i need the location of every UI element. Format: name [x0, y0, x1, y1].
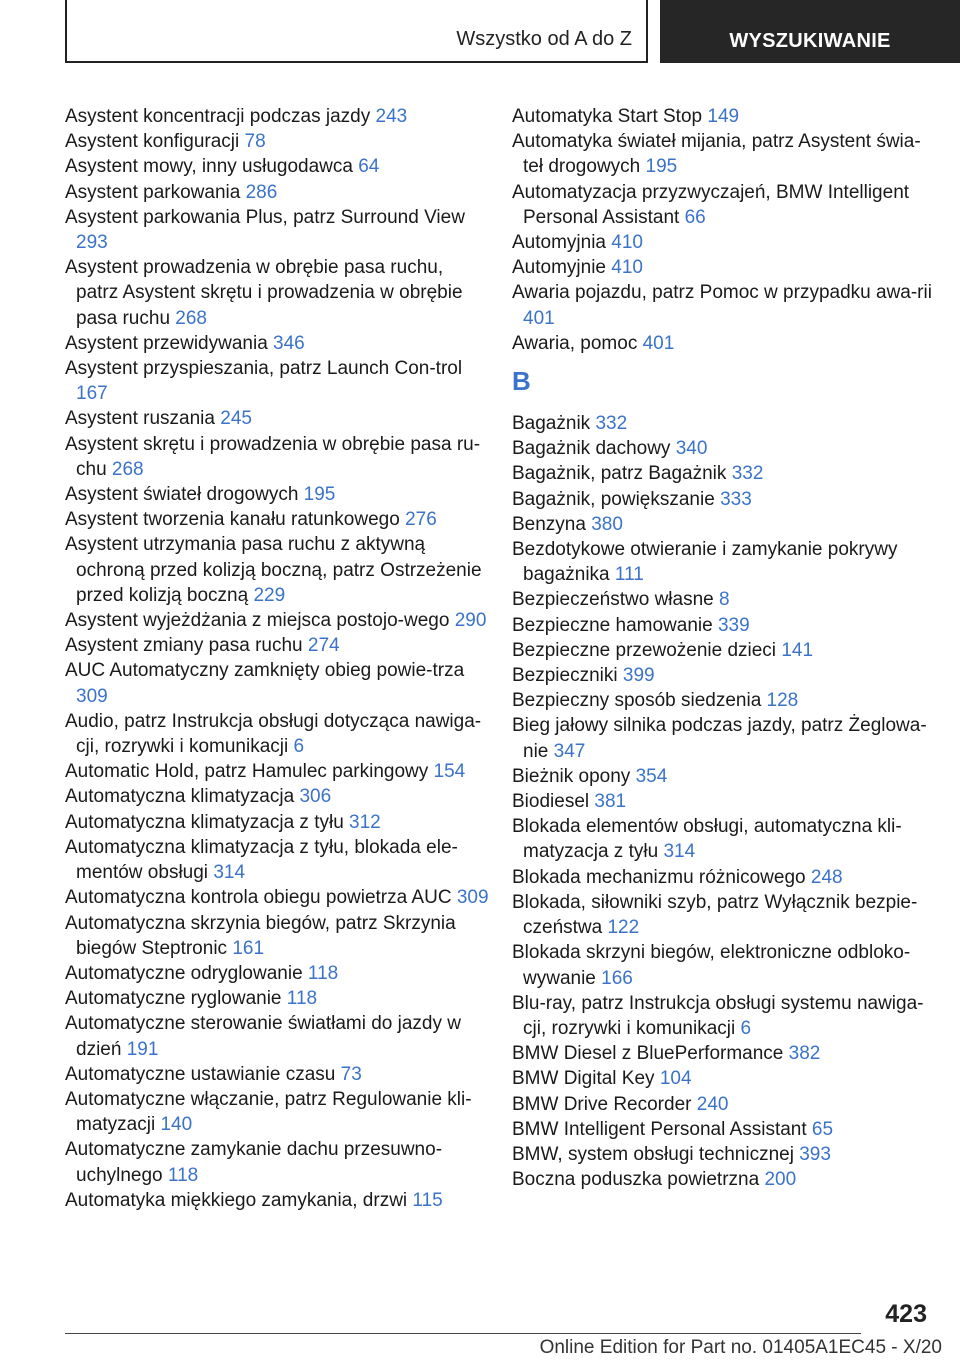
footer-edition: Online Edition for Part no. 01405A1EC45 - X/20	[539, 1337, 942, 1358]
entry-text: Automatyka miękkiego zamykania, drzwi	[65, 1189, 408, 1211]
index-entry	[512, 789, 937, 814]
page-link[interactable]: 118	[307, 962, 339, 984]
page-link[interactable]: 380	[591, 513, 623, 535]
entry-text: BMW Digital Key	[512, 1068, 655, 1090]
page-link[interactable]: 118	[286, 988, 318, 1010]
index-entry	[512, 764, 937, 789]
index-entry	[65, 784, 490, 809]
entry-text: Blokada skrzyni biegów, elektroniczne odbloko-wywanie	[512, 942, 911, 989]
page-link[interactable]: 401	[642, 332, 675, 354]
entry-text: Asystent utrzymania pasa ruchu z aktywną ochroną przed kolizją boczną, patrz Ostrzeżenie przed kolizją boczną	[65, 534, 482, 606]
entry-text: Biodiesel	[512, 791, 590, 813]
index-entry	[512, 461, 937, 486]
index-entry	[512, 587, 937, 612]
page-link[interactable]: 195	[303, 484, 336, 506]
entry-text: Automatyczne zamykanie dachu przesuwno-uchylnego	[65, 1139, 443, 1186]
index-entry	[512, 411, 937, 436]
page-link[interactable]: 8	[719, 589, 730, 611]
page-link[interactable]: 78	[244, 131, 266, 153]
entry-text: Asystent przyspieszania, patrz Launch Con-trol	[65, 358, 463, 380]
entry-text: Asystent mowy, inny usługodawca	[65, 156, 353, 178]
page-link[interactable]: 128	[766, 690, 799, 712]
page-link[interactable]: 293	[76, 232, 108, 254]
index-entry	[512, 865, 937, 890]
footer-divider	[65, 1333, 861, 1334]
index-entry	[512, 512, 937, 537]
page-link[interactable]: 195	[645, 156, 678, 178]
entry-text: Automatyka świateł mijania, patrz Asystent świa-teł drogowych	[512, 131, 921, 178]
index-entry	[65, 406, 490, 431]
entry-text: Bezpieczne przewożenie dzieci	[512, 639, 777, 661]
index-entry	[512, 537, 937, 587]
page-link[interactable]: 191	[126, 1038, 159, 1060]
page-link[interactable]: 314	[663, 841, 696, 863]
index-entry	[512, 1142, 937, 1167]
index-entry	[65, 1087, 490, 1137]
index-entry	[65, 180, 490, 205]
index-column-left	[65, 104, 490, 1213]
entry-text: Automyjnie	[512, 257, 606, 279]
page-number: 423	[885, 1300, 927, 1328]
index-entry	[512, 280, 937, 330]
entry-text: Asystent świateł drogowych	[65, 484, 299, 506]
page-link[interactable]: 154	[433, 761, 466, 783]
index-entry	[512, 1167, 937, 1192]
index-entry	[512, 713, 937, 763]
entry-text: BMW Intelligent Personal Assistant	[512, 1118, 807, 1140]
entry-text: Automatyczna klimatyzacja z tyłu	[65, 811, 344, 833]
index-entry	[65, 205, 490, 255]
entry-text: Bezpieczne hamowanie	[512, 614, 713, 636]
page-link[interactable]: 6	[293, 736, 305, 758]
index-entry	[65, 608, 490, 633]
entry-text: Automatyczna skrzynia biegów, patrz Skrzynia biegów Steptronic	[65, 912, 456, 959]
page-link[interactable]: 64	[358, 156, 380, 178]
index-entry	[65, 1011, 490, 1061]
entry-text: Bieżnik opony	[512, 765, 631, 787]
entry-text: Audio, patrz Instrukcja obsługi dotycząca nawiga-cji, rozrywki i komunikacji	[65, 710, 482, 758]
index-entry	[65, 482, 490, 507]
index-entry	[65, 129, 490, 154]
page-link[interactable]: 141	[781, 639, 814, 661]
index-entry	[512, 991, 937, 1041]
index-entry	[65, 331, 490, 356]
index-entry	[65, 356, 490, 406]
page-link[interactable]: 410	[611, 232, 643, 254]
page-link[interactable]: 140	[160, 1114, 193, 1136]
entry-text: Automatyczna kontrola obiegu powietrza AUC	[65, 887, 452, 909]
index-entry	[65, 885, 490, 910]
index-entry	[512, 688, 937, 713]
entry-text: Awaria, pomoc	[512, 332, 638, 354]
entries-left	[65, 104, 490, 1213]
index-entry	[65, 255, 490, 331]
entry-text: Asystent wyjeżdżania z miejsca postojo-wego	[65, 610, 450, 632]
entry-text: Automatic Hold, patrz Hamulec parkingowy	[65, 761, 429, 783]
page-link[interactable]: 268	[175, 307, 207, 329]
page-link[interactable]: 276	[405, 509, 437, 531]
index-entry	[512, 814, 937, 864]
page-link[interactable]: 104	[659, 1068, 692, 1090]
page-link[interactable]: 286	[245, 181, 278, 203]
page-link[interactable]: 200	[764, 1169, 797, 1191]
page-link[interactable]: 332	[595, 413, 628, 435]
entry-text: Bagażnik, powiększanie	[512, 488, 715, 510]
page-link[interactable]: 111	[614, 564, 644, 586]
index-entry	[512, 180, 937, 230]
entry-text: Blokada elementów obsługi, automatyczna kli-matyzacja z tyłu	[512, 816, 902, 863]
entry-text: Asystent koncentracji podczas jazdy	[65, 106, 371, 127]
index-entry	[65, 810, 490, 835]
page-link[interactable]: 65	[811, 1118, 834, 1140]
entry-text: Automyjnia	[512, 232, 606, 254]
page-link[interactable]: 354	[635, 765, 668, 787]
entry-text: Blu-ray, patrz Instrukcja obsługi systemu nawiga-cji, rozrywki i komunikacji	[512, 992, 924, 1039]
index-entry	[65, 633, 490, 658]
index-entry	[512, 104, 937, 129]
page-link[interactable]: 340	[675, 438, 708, 460]
entry-text: Blokada, siłowniki szyb, patrz Wyłącznik bezpie-czeństwa	[512, 891, 918, 939]
entry-text: Automatyczna klimatyzacja z tyłu, blokada ele-mentów obsługi	[65, 836, 458, 884]
entry-text: Asystent przewidywania	[65, 332, 268, 354]
page-link[interactable]: 229	[253, 584, 286, 606]
entry-text: Blokada mechanizmu różnicowego	[512, 866, 806, 888]
entry-text: Bezdotykowe otwieranie i zamykanie pokrywy bagażnika	[512, 539, 898, 586]
page-link[interactable]: 333	[720, 488, 752, 510]
index-entry	[512, 1066, 937, 1091]
page-link[interactable]: 73	[340, 1063, 362, 1085]
entries-right-a	[512, 104, 937, 356]
entry-text: Asystent prowadzenia w obrębie pasa ruchu, patrz Asystent skrętu i prowadzenia w obrębie pasa ruchu	[65, 257, 463, 329]
index-entry	[512, 1041, 937, 1066]
index-entry	[512, 230, 937, 255]
entry-text: Asystent skrętu i prowadzenia w obrębie pasa ru-chu	[65, 433, 481, 480]
page-link[interactable]: 309	[76, 685, 108, 707]
entry-text: BMW Diesel z BluePerformance	[512, 1043, 784, 1065]
index-entry	[65, 104, 490, 129]
index-entry	[65, 507, 490, 532]
page-link[interactable]: 347	[553, 740, 586, 762]
entry-text: Bezpieczny sposób siedzenia	[512, 690, 762, 712]
page-link[interactable]: 309	[456, 887, 489, 909]
page-link[interactable]: 314	[213, 862, 246, 884]
index-entry	[65, 1137, 490, 1187]
entry-text: BMW, system obsługi technicznej	[512, 1143, 794, 1165]
page-link[interactable]: 290	[454, 610, 487, 632]
index-entry	[65, 432, 490, 482]
index-entry	[65, 961, 490, 986]
page-link[interactable]: 240	[696, 1093, 729, 1115]
page-link[interactable]: 306	[299, 786, 332, 808]
page-link[interactable]: 346	[273, 332, 305, 354]
page-link[interactable]: 66	[684, 206, 706, 228]
page-link[interactable]: 332	[731, 463, 764, 485]
page-link[interactable]: 6	[740, 1017, 752, 1039]
index-entry	[512, 663, 937, 688]
entry-text: Asystent ruszania	[65, 408, 215, 430]
page-link[interactable]: 401	[523, 307, 555, 329]
entry-text: Bagażnik dachowy	[512, 438, 671, 460]
entry-text: Automatyczne włączanie, patrz Regulowanie kli-matyzacji	[65, 1088, 472, 1136]
breadcrumb[interactable]: Wszystko od A do Z	[456, 28, 632, 50]
entry-text: Boczna poduszka powietrzna	[512, 1169, 760, 1191]
page-link[interactable]: 268	[111, 458, 144, 480]
page-link[interactable]: 161	[232, 937, 265, 959]
entry-text: Automatyczne odryglowanie	[65, 962, 303, 984]
index-column-right	[512, 104, 937, 1192]
page-link[interactable]: 399	[622, 665, 655, 687]
page-link[interactable]: 149	[707, 106, 740, 127]
header-breadcrumb-box	[65, 0, 648, 63]
entry-text: Automatyczne sterowanie światłami do jazdy w dzień	[65, 1013, 462, 1060]
page-link[interactable]: 243	[375, 106, 408, 127]
entry-text: Automatyczne ustawianie czasu	[65, 1063, 336, 1085]
page-link[interactable]: 312	[349, 811, 381, 833]
entry-text: Automatyczne ryglowanie	[65, 988, 282, 1010]
page-link[interactable]: 339	[717, 614, 750, 636]
index-entry	[65, 1062, 490, 1087]
page-link[interactable]: 248	[810, 866, 843, 888]
index-entry	[65, 658, 490, 708]
index-entry	[512, 436, 937, 461]
index-entry	[65, 911, 490, 961]
tab-search-label: WYSZUKIWANIE	[729, 30, 891, 52]
entry-text: Bagażnik, patrz Bagażnik	[512, 463, 727, 485]
entry-text: AUC Automatyczny zamknięty obieg powie-trza	[65, 660, 465, 682]
page-link[interactable]: 122	[607, 917, 640, 939]
index-entry	[512, 1092, 937, 1117]
page-link[interactable]: 167	[76, 383, 108, 405]
index-entry	[512, 129, 937, 179]
page-link[interactable]: 245	[220, 408, 252, 430]
index-entry	[512, 1117, 937, 1142]
index-entry	[65, 835, 490, 885]
index-entry	[512, 890, 937, 940]
page-link[interactable]: 166	[601, 967, 633, 989]
entry-text: Asystent tworzenia kanału ratunkowego	[65, 509, 400, 531]
page-link[interactable]: 382	[788, 1043, 821, 1065]
entry-text: Automatyczna klimatyzacja	[65, 786, 295, 808]
entry-text: Asystent parkowania Plus, patrz Surround View	[65, 206, 465, 228]
entry-text: Automatyka Start Stop	[512, 106, 703, 127]
index-entry	[65, 532, 490, 608]
index-entry	[65, 759, 490, 784]
entry-text: Bieg jałowy silnika podczas jazdy, patrz Żeglowa-nie	[512, 715, 927, 762]
index-entry	[65, 709, 490, 759]
page-link[interactable]: 393	[799, 1143, 831, 1165]
entry-text: Asystent konfiguracji	[65, 131, 240, 153]
index-entry	[512, 638, 937, 663]
entry-text: Asystent zmiany pasa ruchu	[65, 635, 303, 657]
page-link[interactable]: 381	[594, 791, 627, 813]
index-entry	[65, 1188, 490, 1213]
entry-text: Awaria pojazdu, patrz Pomoc w przypadku awa-rii	[512, 282, 932, 304]
index-entry	[512, 613, 937, 638]
index-entry	[512, 487, 937, 512]
index-entry	[512, 940, 937, 990]
entry-text: BMW Drive Recorder	[512, 1093, 692, 1115]
entry-text: Bagażnik	[512, 413, 591, 435]
index-entry	[65, 986, 490, 1011]
page-link[interactable]: 410	[611, 257, 643, 279]
page-link[interactable]: 118	[167, 1164, 199, 1186]
entry-text: Automatyzacja przyzwyczajeń, BMW Intelligent Personal Assistant	[512, 181, 910, 228]
page-link[interactable]: 115	[412, 1189, 443, 1211]
section-letter-b: B	[512, 366, 531, 397]
page-link[interactable]: 274	[307, 635, 340, 657]
entry-text: Asystent parkowania	[65, 181, 241, 203]
index-entry	[512, 331, 937, 356]
entries-right-b	[512, 411, 937, 1192]
index-entry	[512, 255, 937, 280]
entry-text: Bezpieczeństwo własne	[512, 589, 714, 611]
entry-text: Benzyna	[512, 513, 586, 535]
index-entry	[65, 154, 490, 179]
tab-search[interactable]	[660, 0, 960, 63]
entry-text: Bezpieczniki	[512, 665, 618, 687]
